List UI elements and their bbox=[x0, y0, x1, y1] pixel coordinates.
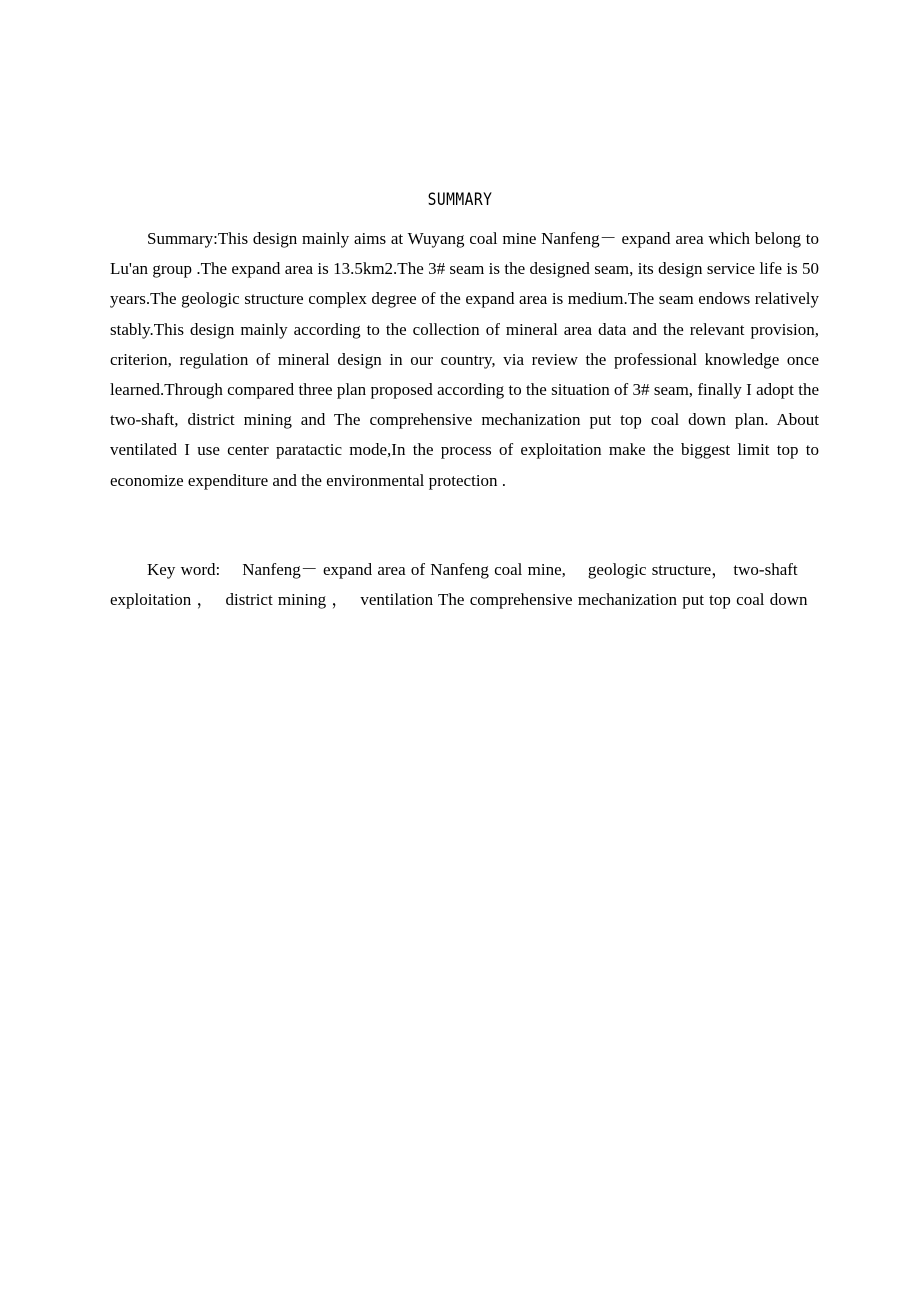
keyword-item: Nanfeng－ expand area of Nanfeng coal mine, bbox=[242, 560, 566, 579]
keyword-item: district mining ， bbox=[225, 590, 349, 610]
page-title: SUMMARY bbox=[427, 190, 493, 210]
summary-paragraph: Summary:This design mainly aims at Wuyang coal mine Nanfeng－ expand area which belong to Lu'an group .The expand area is 13.5km2.The 3# seam is the designed seam, its design service life is 50 years.The geologic structure complex degree of the expand area is medium.The seam endows relatively stably.This design mainly according to the collection of mineral area data and the relevant provision, criterion, regulation of mineral design in our country, via review the professional knowledge once learned.Through compared three plan proposed according to the situation of 3# seam, finally I adopt the two-shaft, district mining and The comprehensive mechanization put top coal down plan. About ventilated I use center paratactic mode,In the process of exploitation make the biggest limit top to economize expenditure and the environmental protection . bbox=[110, 229, 819, 490]
keyword-item: ventilation The comprehensive mechanization put top coal down bbox=[360, 590, 808, 610]
keywords-paragraph bbox=[110, 555, 830, 615]
keyword-item: two-shaft exploitation ， bbox=[110, 560, 798, 610]
keyword-item: geologic structure， bbox=[587, 560, 729, 579]
keywords-label: Key word: bbox=[147, 560, 221, 579]
